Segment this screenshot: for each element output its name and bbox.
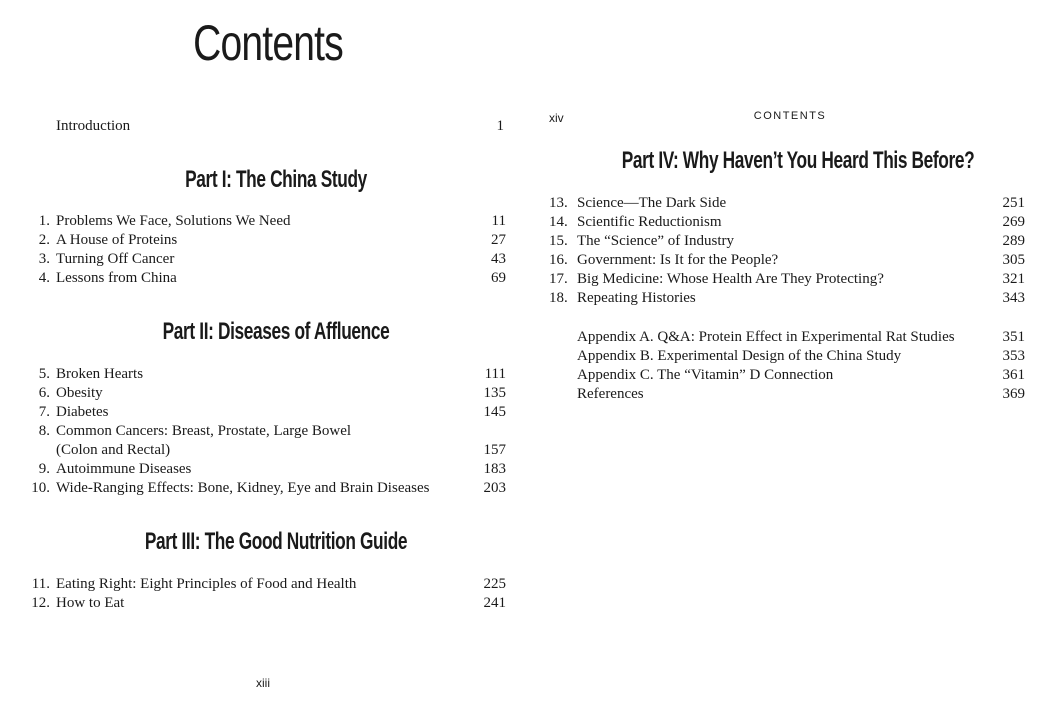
part-3-entries xyxy=(0,575,532,613)
entry-number: 16. xyxy=(549,252,568,268)
right-page xyxy=(532,0,1064,707)
toc-entry-continued[interactable] xyxy=(0,441,532,460)
entry-number: 17. xyxy=(549,271,568,287)
entry-title: The “Science” of Industry xyxy=(577,233,735,249)
entry-number: 5. xyxy=(38,366,50,382)
entry-page: 289 xyxy=(1002,233,1025,249)
entry-number: 8. xyxy=(38,423,50,439)
entry-page: 11 xyxy=(491,213,506,229)
appendix-page: 353 xyxy=(1002,348,1025,364)
toc-entry[interactable] xyxy=(0,460,532,479)
part-2-entries xyxy=(0,365,532,498)
part-heading-3: Part III: The Good Nutrition Guide xyxy=(144,528,408,555)
entry-page: 111 xyxy=(484,366,506,382)
entry-number: 12. xyxy=(31,595,50,611)
toc-entry[interactable] xyxy=(0,479,532,498)
toc-entry[interactable] xyxy=(532,289,1064,308)
entry-page: 305 xyxy=(1002,252,1025,268)
appendix-entry[interactable] xyxy=(577,328,1057,347)
entry-title: Wide-Ranging Effects: Bone, Kidney, Eye and Brain Diseases xyxy=(56,480,430,496)
part-1-entries xyxy=(0,212,532,288)
toc-entry[interactable] xyxy=(0,575,532,594)
entry-title: Scientific Reductionism xyxy=(577,214,722,230)
appendix-entry[interactable] xyxy=(577,366,1057,385)
entry-number: 18. xyxy=(549,290,568,306)
toc-entry[interactable] xyxy=(0,365,532,384)
part-4-entries xyxy=(532,194,1064,308)
entry-page: 343 xyxy=(1002,290,1025,306)
entry-title: Introduction xyxy=(56,118,131,134)
appendix-page: 351 xyxy=(1002,329,1025,345)
entry-number: 10. xyxy=(31,480,50,496)
entry-title: Lessons from China xyxy=(56,270,177,286)
entry-number: 6. xyxy=(38,385,50,401)
entry-title: Repeating Histories xyxy=(577,290,696,306)
entry-page: 1 xyxy=(496,118,504,134)
part-heading-2: Part II: Diseases of Affluence xyxy=(162,318,390,345)
entry-title: Big Medicine: Whose Health Are They Protecting? xyxy=(577,271,884,287)
appendix-title: Appendix A. Q&A: Protein Effect in Experimental Rat Studies xyxy=(577,329,955,345)
references-entry[interactable] xyxy=(577,385,1057,404)
toc-entry[interactable] xyxy=(0,231,532,250)
appendix-title: References xyxy=(577,386,644,402)
entry-title: A House of Proteins xyxy=(56,232,178,248)
entry-page: 43 xyxy=(491,251,506,267)
entry-title: (Colon and Rectal) xyxy=(56,442,171,458)
entry-number: 15. xyxy=(549,233,568,249)
entry-title: Science—The Dark Side xyxy=(577,195,727,211)
entry-number: 3. xyxy=(38,251,50,267)
entry-page: 27 xyxy=(491,232,506,248)
page-title: Contents xyxy=(193,15,343,71)
appendix-list xyxy=(577,328,1057,404)
entry-title: Problems We Face, Solutions We Need xyxy=(56,213,291,229)
entry-number: 9. xyxy=(38,461,50,477)
toc-entry[interactable] xyxy=(0,594,532,613)
toc-entry[interactable] xyxy=(532,213,1064,232)
entry-number: 1. xyxy=(38,213,50,229)
entry-title: Broken Hearts xyxy=(56,366,144,382)
entry-number: 11. xyxy=(31,576,50,592)
toc-entry[interactable] xyxy=(532,251,1064,270)
entry-title: Eating Right: Eight Principles of Food and Health xyxy=(56,576,357,592)
entry-page: 241 xyxy=(483,595,506,611)
entry-number: 2. xyxy=(38,232,50,248)
entry-page: 225 xyxy=(483,576,506,592)
appendix-page: 361 xyxy=(1002,367,1025,383)
entry-number: 13. xyxy=(549,195,568,211)
entry-page: 321 xyxy=(1002,271,1025,287)
entry-number: 4. xyxy=(38,270,50,286)
toc-entry[interactable] xyxy=(0,422,532,441)
toc-entry[interactable] xyxy=(0,384,532,403)
toc-entry[interactable] xyxy=(0,250,532,269)
appendix-title: Appendix C. The “Vitamin” D Connection xyxy=(577,367,834,383)
entry-title: Diabetes xyxy=(56,404,109,420)
toc-entry[interactable] xyxy=(532,232,1064,251)
entry-title: Obesity xyxy=(56,385,103,401)
entry-page: 183 xyxy=(483,461,506,477)
entry-title: Turning Off Cancer xyxy=(56,251,175,267)
appendix-title: Appendix B. Experimental Design of the China Study xyxy=(577,348,902,364)
entry-page: 203 xyxy=(483,480,506,496)
entry-page: 269 xyxy=(1002,214,1025,230)
page-folio-left: xiii xyxy=(256,676,270,690)
toc-entry[interactable] xyxy=(532,270,1064,289)
entry-page: 69 xyxy=(491,270,506,286)
part-heading-4: Part IV: Why Haven’t You Heard This Before? xyxy=(621,147,975,174)
entry-title: How to Eat xyxy=(56,595,125,611)
entry-page: 251 xyxy=(1002,195,1025,211)
toc-entry[interactable] xyxy=(0,269,532,288)
page-folio-right: xiv xyxy=(549,111,564,125)
introduction-list xyxy=(0,117,532,136)
entry-page: 145 xyxy=(483,404,506,420)
entry-number: 7. xyxy=(38,404,50,420)
appendix-page: 369 xyxy=(1002,386,1025,402)
toc-entry-introduction[interactable] xyxy=(0,117,532,136)
toc-entry[interactable] xyxy=(0,212,532,231)
running-head: CONTENTS xyxy=(753,110,827,122)
toc-entry[interactable] xyxy=(532,194,1064,213)
entry-page: 135 xyxy=(483,385,506,401)
toc-entry[interactable] xyxy=(0,403,532,422)
part-heading-1: Part I: The China Study xyxy=(185,166,367,193)
entry-number: 14. xyxy=(549,214,568,230)
appendix-entry[interactable] xyxy=(577,347,1057,366)
entry-page: 157 xyxy=(483,442,506,458)
entry-title: Government: Is It for the People? xyxy=(577,252,779,268)
entry-title: Autoimmune Diseases xyxy=(56,461,192,477)
entry-title: Common Cancers: Breast, Prostate, Large Bowel xyxy=(56,423,352,439)
